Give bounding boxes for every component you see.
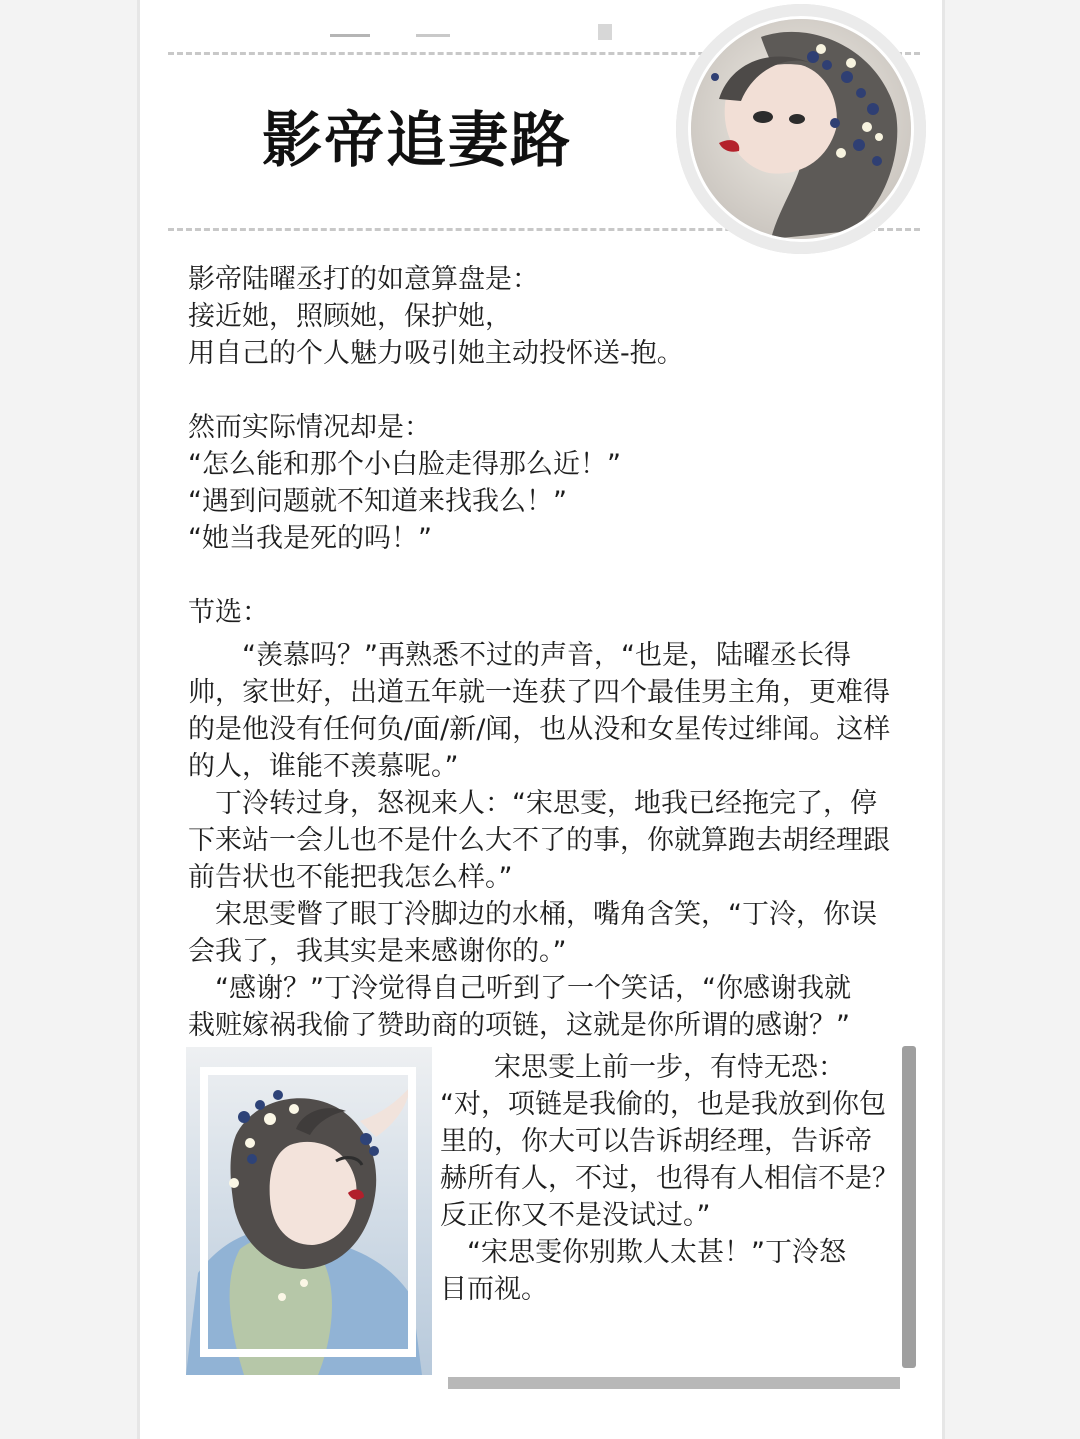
reality-line: 然而实际情况却是： — [188, 412, 431, 443]
excerpt-label: 节选： — [188, 597, 269, 628]
side-text-line: “宋思雯你别欺人太甚！”丁泠怒 — [440, 1237, 846, 1268]
intro-section — [188, 261, 918, 631]
decor-mark — [598, 24, 612, 40]
excerpt-line: 宋思雯瞥了眼丁泠脚边的水桶，嘴角含笑，“丁泠，你误 — [188, 899, 877, 930]
side-text-line: “对，项链是我偷的，也是我放到你包 — [440, 1089, 886, 1120]
excerpt-line: 前告状也不能把我怎么样。” — [188, 862, 513, 893]
side-text-line: 赫所有人，不过，也得有人相信不是？ — [440, 1163, 899, 1194]
avatar-illustration — [688, 16, 914, 242]
excerpt-line: 会我了，我其实是来感谢你的。” — [188, 936, 567, 967]
intro-line: 接近她，照顾她，保护她， — [188, 301, 512, 332]
bottom-illustration — [186, 1047, 432, 1375]
decor-mark — [416, 34, 450, 37]
side-text-line: 宋思雯上前一步，有恃无恐： — [440, 1052, 845, 1083]
intro-line: 用自己的个人魅力吸引她主动投怀送-抱。 — [188, 338, 684, 369]
top-decoration — [330, 24, 630, 40]
horizontal-scrollbar[interactable] — [448, 1377, 900, 1389]
excerpt-line: 帅，家世好，出道五年就一连获了四个最佳男主角，更难得 — [188, 677, 890, 708]
excerpt-line: 的人，谁能不羡慕呢。” — [188, 751, 459, 782]
vertical-scrollbar[interactable] — [902, 1046, 916, 1368]
reality-line: “她当我是死的吗！” — [188, 523, 432, 554]
excerpt-line: 的是他没有任何负/面/新/闻，也从没和女星传过绯闻。这样 — [188, 714, 891, 745]
reality-line: “怎么能和那个小白脸走得那么近！” — [188, 449, 621, 480]
excerpt-line: 栽赃嫁祸我偷了赞助商的项链，这就是你所谓的感谢？” — [188, 1010, 850, 1041]
decor-mark — [330, 34, 370, 37]
excerpt-line: “感谢？”丁泠觉得自己听到了一个笑话，“你感谢我就 — [188, 973, 851, 1004]
excerpt-line: 丁泠转过身，怒视来人：“宋思雯，地我已经拖完了，停 — [188, 788, 877, 819]
excerpt-line: 下来站一会儿也不是什么大不了的事，你就算跑去胡经理跟 — [188, 825, 890, 856]
side-text-section — [440, 1049, 906, 1308]
side-text-line: 反正你又不是没试过。” — [440, 1200, 711, 1231]
intro-line: 影帝陆曜丞打的如意算盘是： — [188, 264, 539, 295]
side-text-line: 目而视。 — [440, 1274, 548, 1305]
photo-frame — [200, 1067, 416, 1357]
side-text-line: 里的，你大可以告诉胡经理，告诉帝 — [440, 1126, 872, 1157]
page-title: 影帝追妻路 — [262, 106, 572, 176]
reality-line: “遇到问题就不知道来找我么！” — [188, 486, 567, 517]
excerpt-section — [188, 637, 904, 1044]
excerpt-line: “羡慕吗？”再熟悉不过的声音，“也是，陆曜丞长得 — [188, 640, 851, 671]
